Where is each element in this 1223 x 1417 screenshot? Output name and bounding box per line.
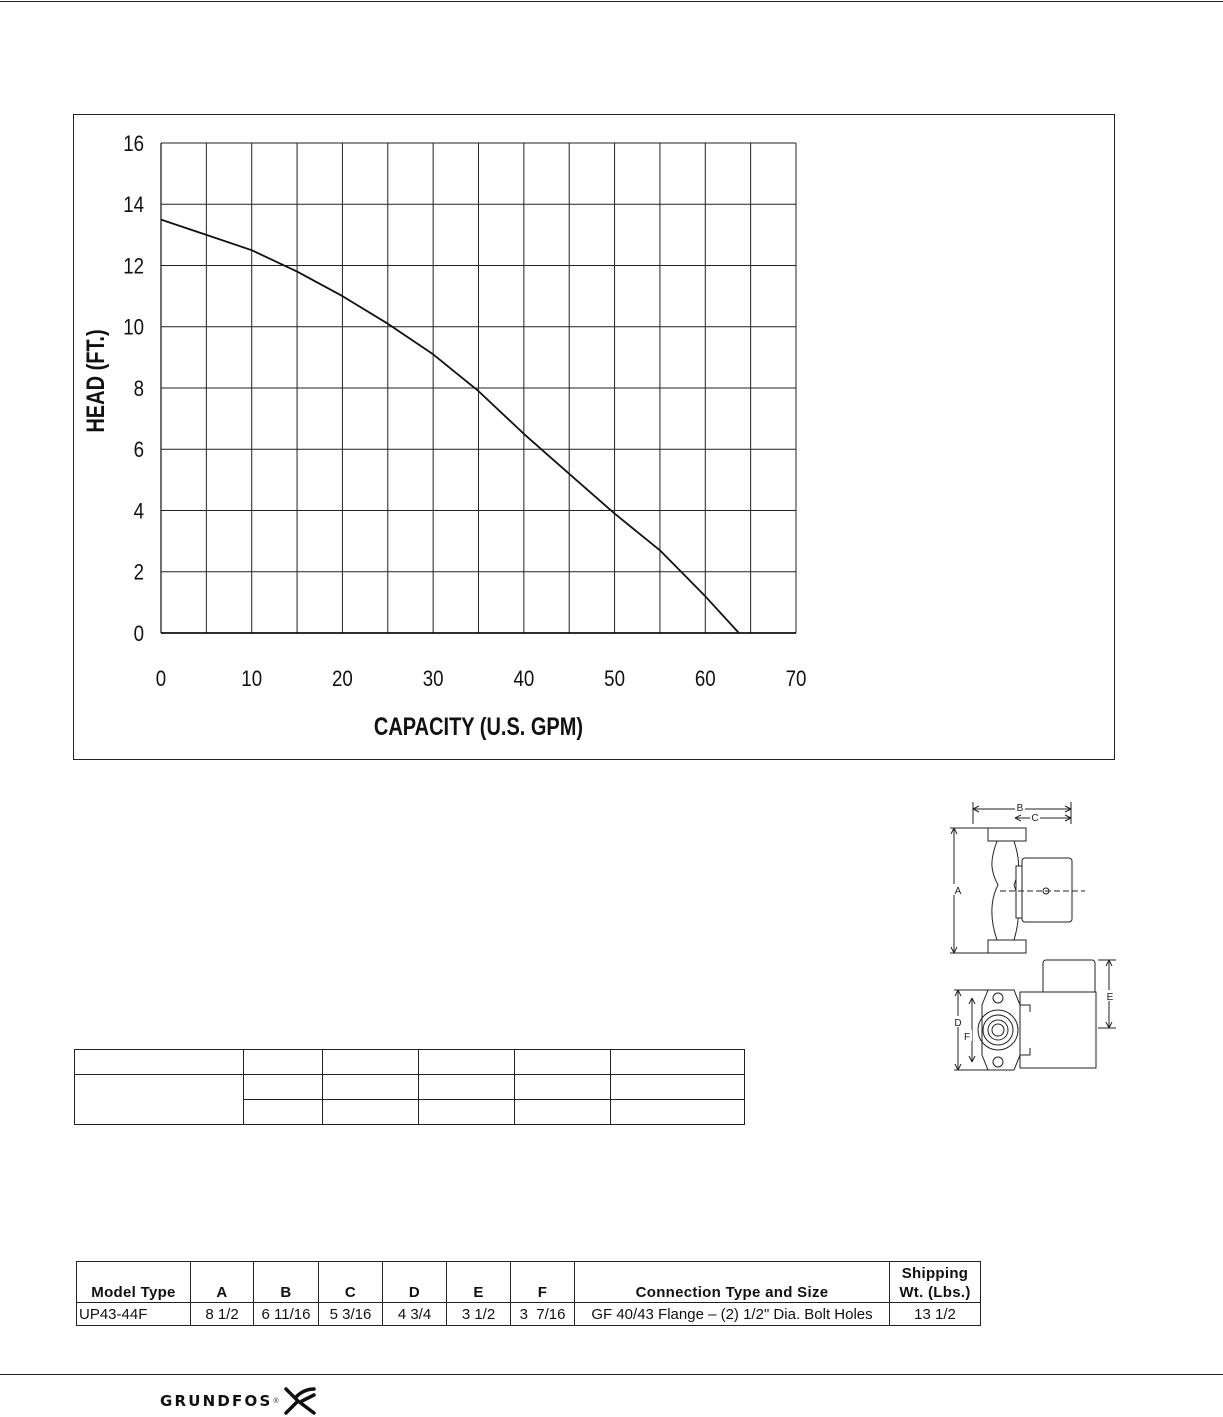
y-tick-label: 10 <box>123 316 144 341</box>
dimension-label-c: C <box>1031 813 1039 824</box>
side-view <box>950 802 1085 953</box>
x-tick-label: 60 <box>694 667 716 692</box>
cell-model-type: UP43-44F <box>77 1303 191 1326</box>
dimension-label-b: B <box>1016 803 1024 814</box>
x-axis-title: CAPACITY (U.S. GPM) <box>373 712 584 741</box>
cell-c: 5 3/16 <box>319 1303 383 1326</box>
x-tick-label: 20 <box>332 667 353 692</box>
cell-e: 3 1/2 <box>447 1303 511 1326</box>
logo-wordmark: GRUNDFOS <box>160 1392 273 1410</box>
col-header-a: A <box>191 1262 254 1303</box>
cell-shipping-weight: 13 1/2 <box>890 1303 981 1326</box>
y-axis-title: HEAD (FT.) <box>81 329 110 433</box>
y-tick-label: 0 <box>133 622 144 647</box>
x-tick-label: 10 <box>241 667 263 692</box>
cell-d: 4 3/4 <box>383 1303 447 1326</box>
col-header-b: B <box>254 1262 319 1303</box>
y-tick-label: 4 <box>133 500 144 524</box>
x-tick-label: 0 <box>155 667 167 692</box>
bottom-rule <box>0 1374 1223 1375</box>
col-header-f: F <box>511 1262 575 1303</box>
cell-b: 6 11/16 <box>254 1303 319 1326</box>
pump-curve-chart <box>74 115 1114 759</box>
table-row <box>75 1050 745 1075</box>
y-tick-label: 12 <box>123 255 144 279</box>
dimension-label-e: E <box>1106 992 1114 1003</box>
top-rule <box>0 1 1223 2</box>
x-tick-label: 70 <box>785 667 807 692</box>
cell-a: 8 1/2 <box>191 1303 254 1326</box>
blank-table <box>74 1049 745 1125</box>
col-header-d: D <box>383 1262 447 1303</box>
spec-table <box>76 1261 981 1326</box>
spec-table-header-row <box>77 1262 981 1303</box>
x-tick-label: 50 <box>604 667 625 692</box>
top-view <box>954 960 1116 1070</box>
dimension-label-d: D <box>954 1018 962 1029</box>
table-row <box>75 1075 745 1100</box>
col-header-shipping-weight: Shipping Wt. (Lbs.) <box>890 1262 981 1303</box>
cell-connection: GF 40/43 Flange – (2) 1/2" Dia. Bolt Holes <box>575 1303 890 1326</box>
y-tick-label: 14 <box>123 193 144 218</box>
grundfos-logo <box>160 1385 318 1417</box>
table-row <box>77 1303 981 1326</box>
pump-curve-chart-frame <box>73 114 1115 760</box>
col-header-e: E <box>447 1262 511 1303</box>
x-tick-label: 40 <box>513 667 535 692</box>
col-header-c: C <box>319 1262 383 1303</box>
x-tick-label: 30 <box>422 667 444 692</box>
pump-curve-line <box>161 220 739 633</box>
pump-dimension-diagram <box>940 800 1120 1080</box>
y-tick-label: 6 <box>133 438 144 463</box>
grundfos-x-logo-icon <box>282 1385 318 1417</box>
col-header-connection: Connection Type and Size <box>575 1262 890 1303</box>
registered-mark: ® <box>273 1397 279 1405</box>
dimension-label-f: F <box>963 1032 971 1043</box>
y-tick-label: 2 <box>133 561 144 586</box>
y-tick-label: 16 <box>123 132 144 157</box>
cell-f: 3 7/16 <box>511 1303 575 1326</box>
col-header-model-type: Model Type <box>77 1262 191 1303</box>
y-tick-label: 8 <box>133 377 144 402</box>
dimension-label-a: A <box>954 886 962 897</box>
